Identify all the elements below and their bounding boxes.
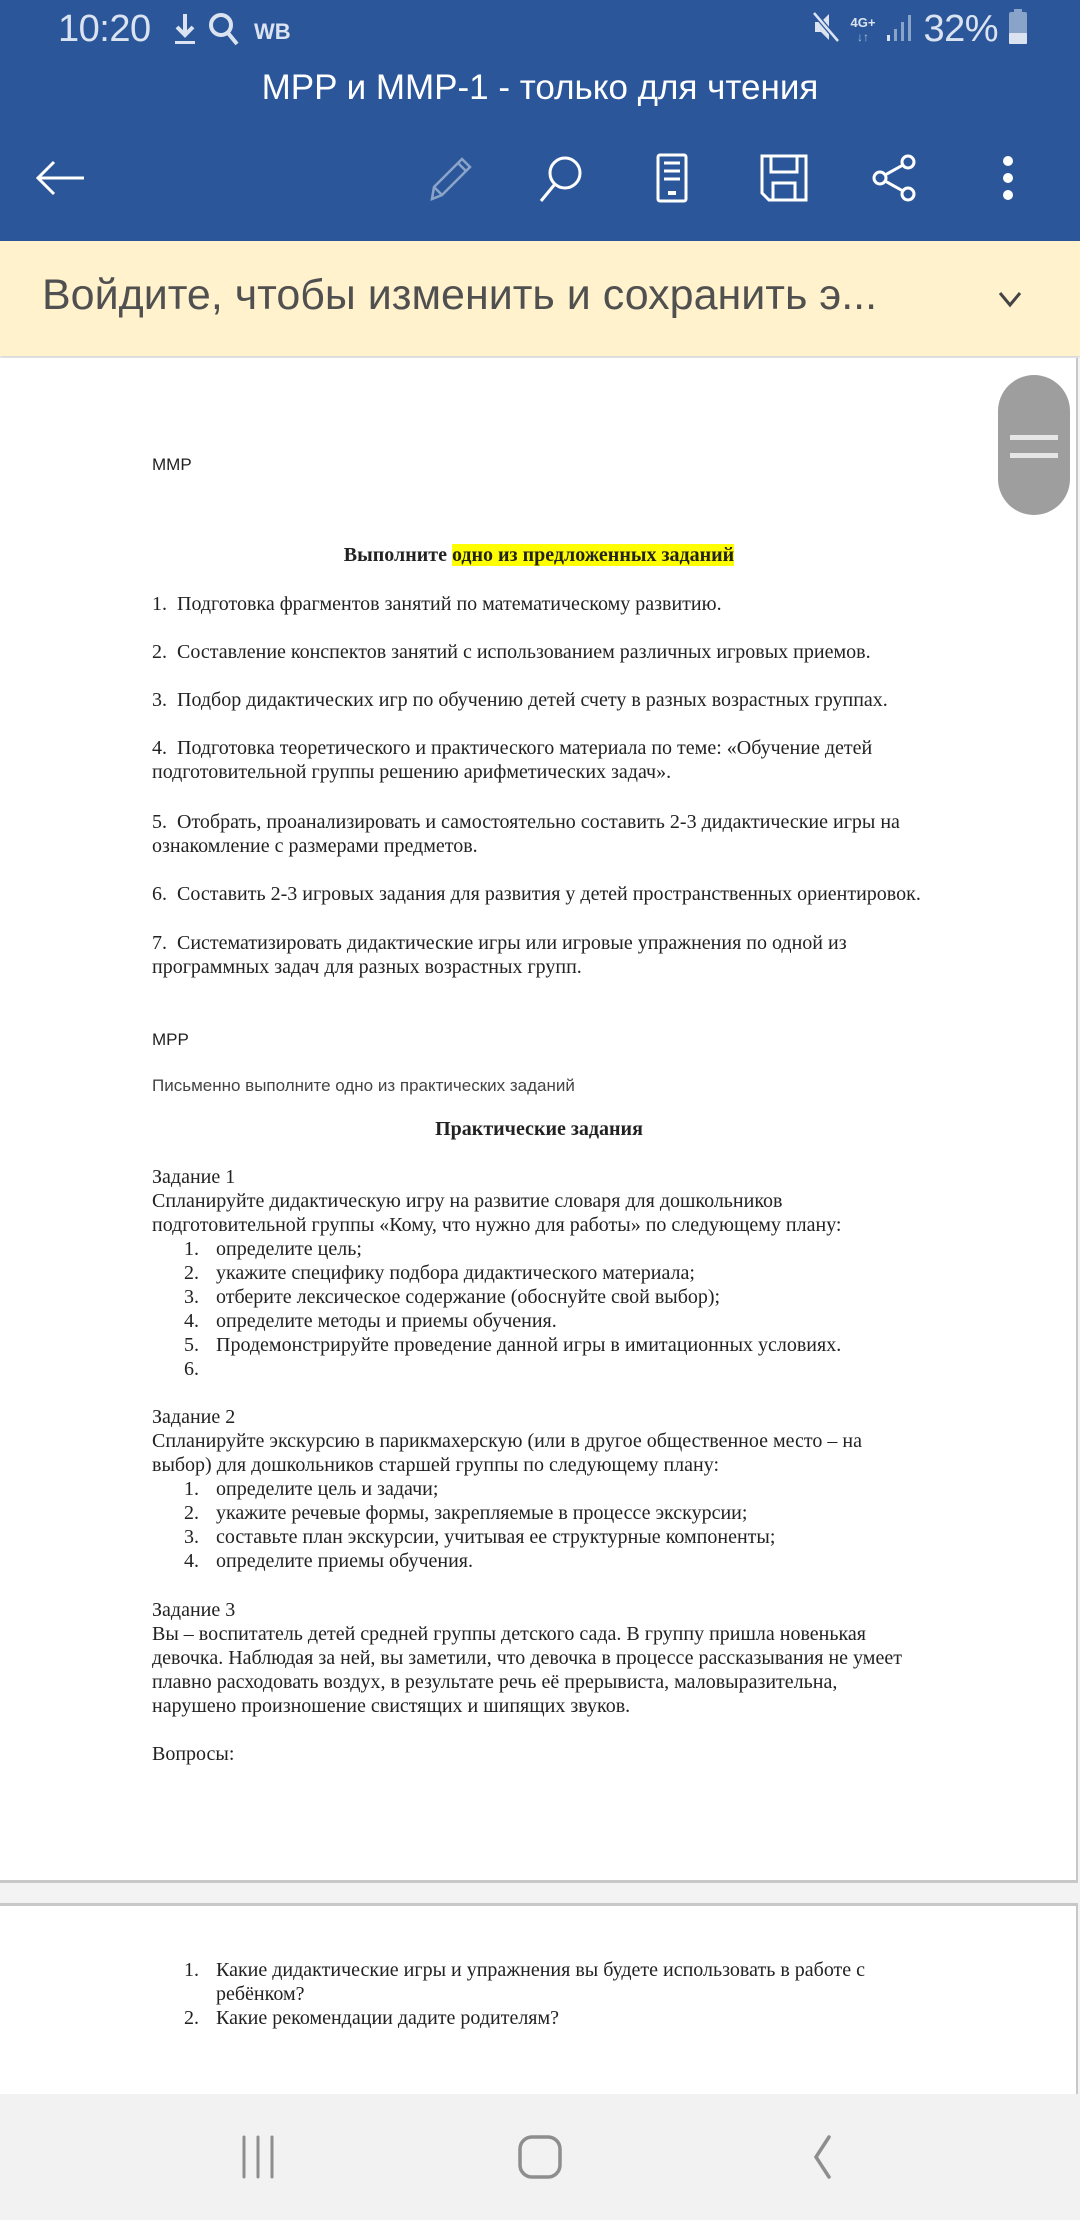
find-button[interactable] <box>530 150 590 210</box>
4g-plus-icon: 4G+ ↓↑ <box>850 14 876 44</box>
assignment-1: Задание 1 Спланируйте дидактическую игру на развитие словаря для дошкольников подготовительной группы «Кому, что нужно для работы» по следующему плану: <box>152 1165 1012 1237</box>
section-label-mmp: MMP <box>152 455 192 474</box>
list-item: 2. укажите специфику подбора дидактического материала; <box>184 1262 695 1284</box>
task-item-3: 3. Подбор дидактических игр по обучению детей счету в разных возрастных группах. <box>152 689 888 711</box>
assignment-1-plan-list <box>184 1237 841 1381</box>
assignment-3: Задание 3 Вы – воспитатель детей средней группы детского сада. В группу пришла новенькая девочка. Наблюдая за ней, вы заметили, что девочка в процессе рассказывания не умеет плавно расходовать воздух, в результате речь её прерывиста, маловыразительна, нарушено произношение свистящих и шипящих звуков. Вопросы: <box>152 1598 1032 1766</box>
assignment-title: Задание 2 <box>152 1406 236 1428</box>
document-title: MPP и MMP-1 - только для чтения <box>261 68 819 107</box>
list-item: 6. <box>184 1358 199 1380</box>
document-page-1 <box>0 358 1078 1883</box>
download-icon <box>172 12 198 51</box>
save-button[interactable] <box>754 150 814 210</box>
back-chevron-icon <box>807 2134 837 2185</box>
document-page-2 <box>0 1903 1078 2095</box>
mobile-view-icon <box>655 153 689 208</box>
task-item-2: 2. Составление конспектов занятий с использованием различных игровых приемов. <box>152 641 871 663</box>
app-header <box>0 0 1080 241</box>
list-item: 3. отберите лексическое содержание (обоснуйте свой выбор); <box>184 1286 721 1308</box>
system-back-button[interactable] <box>782 2124 862 2194</box>
recent-apps-button[interactable] <box>218 2124 298 2194</box>
share-button[interactable] <box>865 150 925 210</box>
practical-heading: Практические задания <box>435 1118 643 1140</box>
assignment-title: Задание 3 <box>152 1599 236 1621</box>
search-icon <box>535 153 585 208</box>
task-item-1: 1. Подготовка фрагментов занятий по математическому развитию. <box>152 593 722 615</box>
more-vertical-icon <box>1001 155 1015 206</box>
list-item: 3. составьте план экскурсии, учитывая ее структурные компоненты; <box>184 1526 776 1548</box>
list-item: 1. определите цель; <box>184 1238 362 1260</box>
chevron-down-icon[interactable] <box>990 279 1030 319</box>
edit-button[interactable] <box>419 150 479 210</box>
mobile-view-button[interactable] <box>642 150 702 210</box>
home-button[interactable] <box>500 2124 580 2194</box>
task-item-7: 7. Систематизировать дидактические игры или игровые упражнения по одной из программных задач для разных возрастных групп. <box>152 932 847 978</box>
list-item: 1. Какие дидактические игры и упражнения вы будете использовать в работе с <box>184 1959 866 1981</box>
battery-icon <box>1008 9 1028 50</box>
back-button[interactable] <box>30 150 90 210</box>
floppy-disk-icon <box>759 153 809 208</box>
task-item-4: 4. Подготовка теоретического и практического материала по теме: «Обучение детей подготовительной группы решению арифметических задач». <box>152 737 873 783</box>
grip-line <box>1010 435 1058 440</box>
list-item: 2. укажите речевые формы, закрепляемые в процессе экскурсии; <box>184 1502 748 1524</box>
questions-label: Вопросы: <box>152 1743 235 1765</box>
battery-percent: 32% <box>923 8 998 50</box>
task-item-5: 5. Отобрать, проанализировать и самостоятельно составить 2-3 дидактические игры на ознакомление с размерами предметов. <box>152 811 900 857</box>
share-icon <box>870 153 920 208</box>
section-label-mpp: MPP <box>152 1030 189 1049</box>
sign-in-banner[interactable] <box>0 241 1080 356</box>
list-item: 4. определите методы и приемы обучения. <box>184 1310 557 1332</box>
list-item: 1. определите цель и задачи; <box>184 1478 439 1500</box>
search-icon <box>208 12 240 51</box>
list-item: 5. Продемонстрируйте проведение данной игры в имитационных условиях. <box>184 1334 842 1356</box>
tasks-heading: Выполните одно из предложенных заданий <box>343 544 735 566</box>
pencil-icon <box>424 153 474 208</box>
scrollbar-thumb[interactable] <box>998 375 1070 515</box>
arrow-left-icon <box>34 158 86 203</box>
more-options-button[interactable] <box>978 150 1038 210</box>
section-instruction: Письменно выполните одно из практических заданий <box>152 1076 575 1095</box>
status-time: 10:20 <box>58 8 151 50</box>
task-item-6: 6. Составить 2-3 игровых задания для развития у детей пространственных ориентировок. <box>152 883 921 905</box>
list-item: 2. Какие рекомендации дадите родителям? <box>184 2007 560 2029</box>
mute-icon <box>811 10 841 49</box>
grip-line <box>1010 453 1058 458</box>
recent-apps-icon <box>238 2135 278 2184</box>
list-item: ребёнком? <box>216 1983 305 2005</box>
questions-list <box>184 1958 984 2030</box>
status-bar <box>0 0 1080 62</box>
assignment-2: Задание 2 Спланируйте экскурсию в парикмахерскую (или в другое общественное место – на выбор) для дошкольников старшей группы по следующему плану: <box>152 1405 1012 1477</box>
home-icon <box>517 2134 563 2185</box>
document-viewport[interactable] <box>0 358 1080 2095</box>
list-item: 4. определите приемы обучения. <box>184 1550 474 1572</box>
assignment-title: Задание 1 <box>152 1166 236 1188</box>
carrier-badge: WB <box>254 18 291 44</box>
signal-icon <box>885 11 913 48</box>
system-nav-bar <box>0 2094 1080 2220</box>
toolbar <box>0 150 1080 210</box>
banner-message: Войдите, чтобы изменить и сохранить э... <box>42 271 878 319</box>
assignment-2-plan-list <box>184 1477 775 1573</box>
highlighted-text: одно из предложенных заданий <box>451 544 735 566</box>
